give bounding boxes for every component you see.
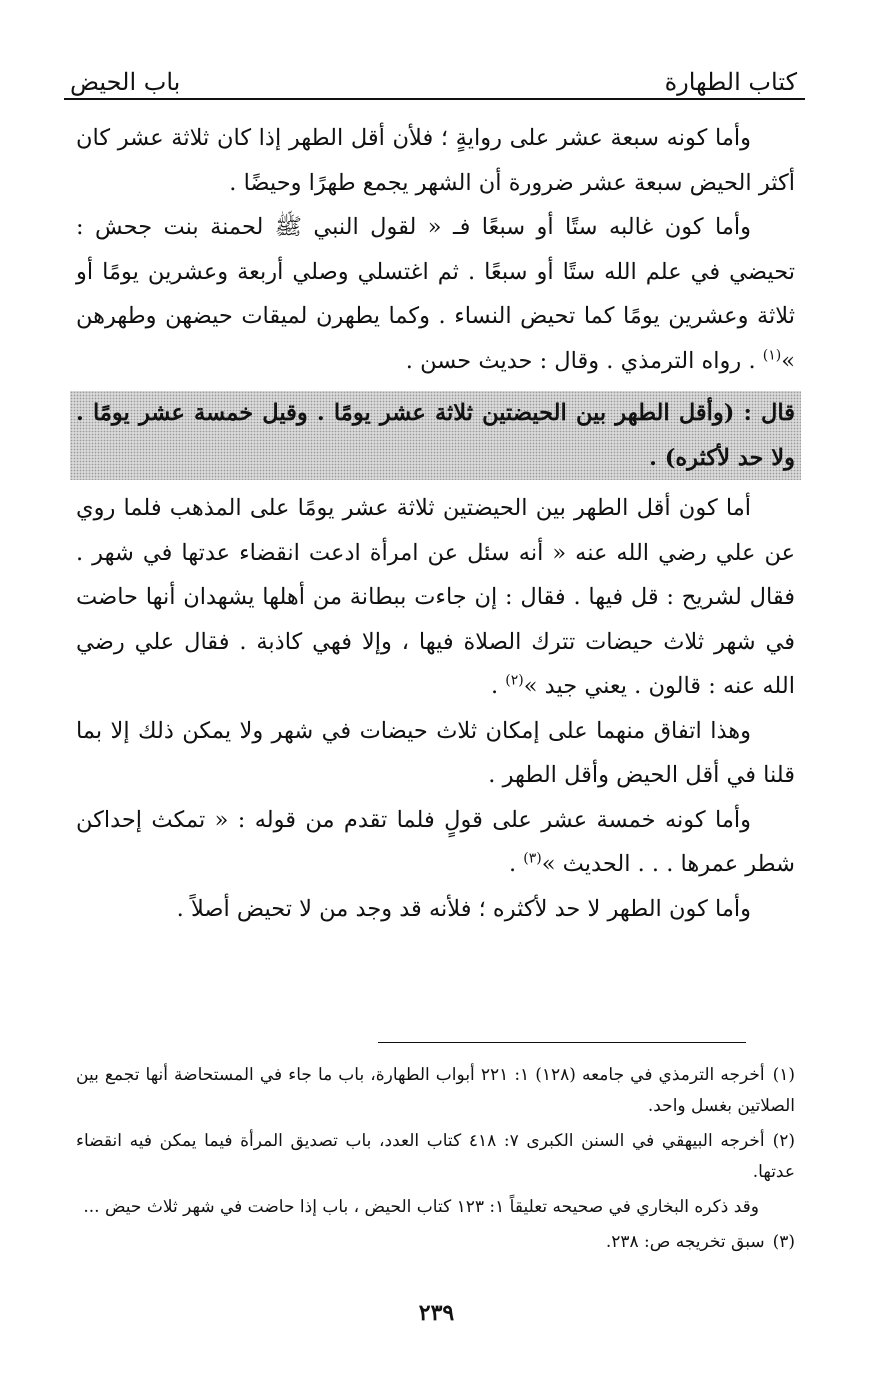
paragraph — [76, 486, 795, 709]
footnote-text: أخرجه البيهقي في السنن الكبرى ٧: ٤١٨ كتاب العدد، باب تصديق المرأة فيما يمكن فيه انقضاء عدتها. — [76, 1131, 795, 1182]
footnote-ref: (٢) — [505, 672, 524, 689]
paragraph — [76, 205, 795, 383]
paragraph — [76, 709, 795, 798]
paragraph-text: وأما كونه سبعة عشر على روايةٍ ؛ فلأن أقل الطهر إذا كان ثلاثة عشر كان أكثر الحيض سبعة عشر ضرورة أن الشهر يجمع طهرًا وحيضًا . — [76, 125, 795, 196]
paragraph-text-after: . رواه الترمذي . وقال : حديث حسن . — [405, 347, 763, 374]
footnote — [76, 1227, 795, 1258]
footnote-number: (١) — [772, 1065, 795, 1085]
header-divider — [64, 98, 805, 100]
footnote — [76, 1060, 795, 1122]
paragraph — [76, 116, 795, 205]
footnote-text: وقد ذكره البخاري في صحيحه تعليقاً ١: ١٢٣ كتاب الحيض ، باب إذا حاضت في شهر ثلاث حيض ... — [83, 1197, 759, 1217]
footnotes — [76, 1060, 795, 1262]
paragraph-text: وأما كون غالبه ستًا أو سبعًا فـ « لقول النبي ﷺ لحمنة بنت جحش : تحيضي في علم الله ستًا أو سبعًا . ثم اغتسلي وصلي أربعة وعشرين يومًا أو ثلاثة وعشرين يومًا كما تحيض النساء . وكما يطهرن لميقات حيضهن وطهرهن » — [76, 214, 795, 374]
footnote-number: (٣) — [772, 1232, 795, 1252]
paragraph — [76, 887, 795, 932]
footnote-number: (٢) — [772, 1131, 795, 1151]
main-text — [76, 116, 795, 931]
book-title: كتاب الطهارة — [664, 68, 797, 96]
footnote — [76, 1126, 795, 1188]
footnote-continuation — [76, 1192, 795, 1223]
paragraph-text: وأما كون الطهر لا حد لأكثره ؛ فلأنه قد وجد من لا تحيض أصلاً . — [176, 895, 751, 922]
page-number: ٢٣٩ — [418, 1300, 455, 1326]
footnote-ref: (٣) — [523, 850, 542, 867]
footnote-text: سبق تخريجه ص: ٢٣٨. — [605, 1232, 765, 1252]
footnote-ref: (١) — [762, 347, 782, 363]
footnote-divider — [378, 1042, 746, 1043]
chapter-title: باب الحيض — [70, 68, 181, 96]
running-header — [70, 46, 797, 96]
highlighted-matn — [70, 391, 801, 480]
paragraph-text: وهذا اتفاق منهما على إمكان ثلاث حيضات في شهر ولا يمكن ذلك إلا بما قلنا في أقل الحيض وأقل الطهر . — [76, 717, 795, 788]
paragraph-text: وأما كونه خمسة عشر على قولٍ فلما تقدم من قوله : « تمكث إحداكن شطر عمرها . . . الحديث » — [76, 806, 795, 877]
paragraph — [76, 798, 795, 887]
footnote-text: أخرجه الترمذي في جامعه (١٢٨) ١: ٢٢١ أبواب الطهارة، باب ما جاء في المستحاضة أنها تجمع بين الصلاتين بغسل واحد. — [76, 1065, 795, 1116]
paragraph-text: أما كون أقل الطهر بين الحيضتين ثلاثة عشر يومًا على المذهب فلما روي عن علي رضي الله عنه « أنه سئل عن امرأة ادعت انقضاء عدتها في شهر . فقال لشريح : قل فيها . فقال : إن جاءت ببطانة من أهلها يشهدان أنها حاضت في شهر ثلاث حيضات تترك الصلاة فيها ، وإلا فهي كاذبة . فقال علي رضي الله عنه : قالون . يعني جيد » — [76, 495, 795, 699]
paragraph-text-after: . — [490, 673, 506, 699]
paragraph-text-after: . — [508, 851, 524, 877]
matn-text: قال : (وأقل الطهر بين الحيضتين ثلاثة عشر يومًا . وقيل خمسة عشر يومًا . ولا حد لأكثره) . — [76, 400, 795, 471]
